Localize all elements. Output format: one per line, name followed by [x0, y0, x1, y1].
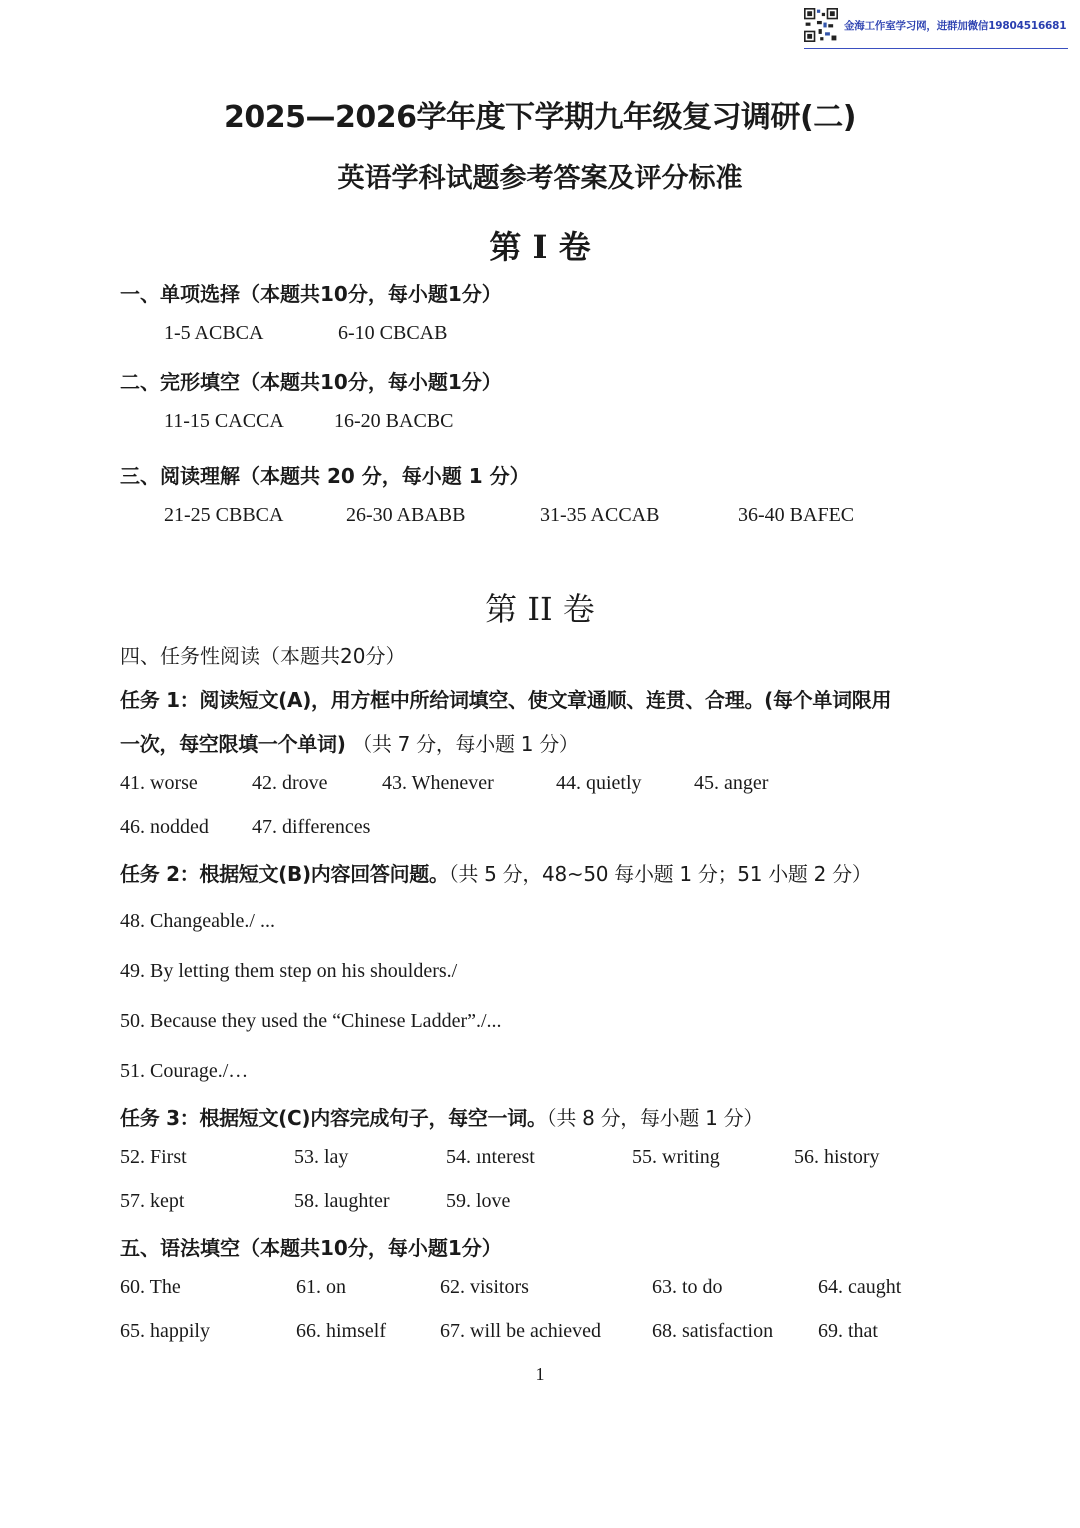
answer-item: 51. Courage./…: [120, 1060, 249, 1082]
answer-item: 61. on: [296, 1276, 346, 1298]
section4-title: 四、任务性阅读（本题共20分）: [120, 644, 406, 668]
part2-heading: 第 II 卷: [485, 590, 595, 628]
part1-heading: 第 I 卷: [489, 228, 591, 266]
section2-title: 二、完形填空（本题共10分，每小题1分）: [120, 370, 502, 394]
answer-item: 52. First: [120, 1146, 187, 1168]
section1-title: 一、单项选择（本题共10分，每小题1分）: [120, 282, 502, 306]
answer-item: 67. will be achieved: [440, 1320, 602, 1342]
page-number: 1: [535, 1364, 545, 1384]
answer-item: 68. satisfaction: [652, 1320, 774, 1342]
answer-item: 50. Because they used the “Chinese Ladder”./...: [120, 1010, 502, 1032]
task2-score-note: （共 5 分，48~50 每小题 1 分；51 小题 2 分）: [448, 862, 872, 886]
answer-item: 49. By letting them step on his shoulders./: [120, 960, 458, 982]
task3-instruction: [120, 1102, 763, 1131]
answer-item: 36-40 BAFEC: [738, 504, 855, 526]
task1-score-note: （共 7 分，每小题 1 分）: [352, 732, 579, 756]
answer-item: 65. happily: [120, 1320, 210, 1342]
task1-instruction-line1: 任务 1：阅读短文(A)，用方框中所给词填空、使文章通顺、连贯、合理。(每个单词限用: [120, 688, 892, 712]
answer-item: 6-10 CBCAB: [338, 322, 448, 344]
answer-item: 58. laughter: [294, 1190, 390, 1212]
answer-item: 48. Changeable./ ...: [120, 910, 275, 932]
task3-score-note: （共 8 分，每小题 1 分）: [546, 1106, 764, 1130]
answer-item: 21-25 CBBCA: [164, 504, 284, 526]
answer-item: 63. to do: [652, 1276, 723, 1298]
answer-item: 55. writing: [632, 1146, 720, 1168]
answer-item: 56. history: [794, 1146, 880, 1168]
answer-item: 64. caught: [818, 1276, 902, 1298]
answer-item: 47. differences: [252, 816, 371, 838]
task1-instruction-line2: [120, 728, 579, 757]
answer-item: 1-5 ACBCA: [164, 322, 264, 344]
page-title: 2025—2026学年度下学期九年级复习调研(二): [224, 100, 856, 135]
answer-item: 54. ınterest: [446, 1146, 535, 1168]
answer-item: 42. drove: [252, 772, 328, 794]
section5-title: 五、语法填空（本题共10分，每小题1分）: [120, 1236, 502, 1260]
task1-instruction-bold: 一次，每空限填一个单词): [120, 732, 346, 756]
answer-item: 43. Whenever: [382, 772, 494, 794]
watermark-divider: [804, 48, 1068, 49]
answer-item: 11-15 CACCA: [164, 410, 284, 432]
answer-item: 57. kept: [120, 1190, 185, 1212]
answer-item: 26-30 ABABB: [346, 504, 466, 526]
answer-item: 53. lay: [294, 1146, 349, 1168]
watermark: [804, 6, 1068, 44]
section3-title: 三、阅读理解（本题共 20 分，每小题 1 分）: [120, 464, 530, 488]
watermark-text: 金海工作室学习网，进群加微信19804516681: [844, 20, 1067, 32]
answer-item: 44. quietly: [556, 772, 642, 794]
answer-item: 45. anger: [694, 772, 769, 794]
page-subtitle: 英语学科试题参考答案及评分标准: [337, 163, 743, 194]
answer-item: 62. visitors: [440, 1276, 529, 1298]
answer-item: 31-35 ACCAB: [540, 504, 660, 526]
task3-instruction-bold: 任务 3：根据短文(C)内容完成句子，每空一词。: [120, 1106, 547, 1130]
answer-item: 41. worse: [120, 772, 198, 794]
task2-instruction: [120, 858, 872, 887]
task2-instruction-bold: 任务 2：根据短文(B)内容回答问题。: [120, 862, 449, 886]
answer-item: 59. love: [446, 1190, 511, 1212]
answer-item: 69. that: [818, 1320, 878, 1342]
qr-code-icon: [804, 8, 838, 42]
answer-item: 60. The: [120, 1276, 181, 1298]
answer-item: 16-20 BACBC: [334, 410, 454, 432]
answer-item: 46. nodded: [120, 816, 209, 838]
answer-item: 66. himself: [296, 1320, 386, 1342]
